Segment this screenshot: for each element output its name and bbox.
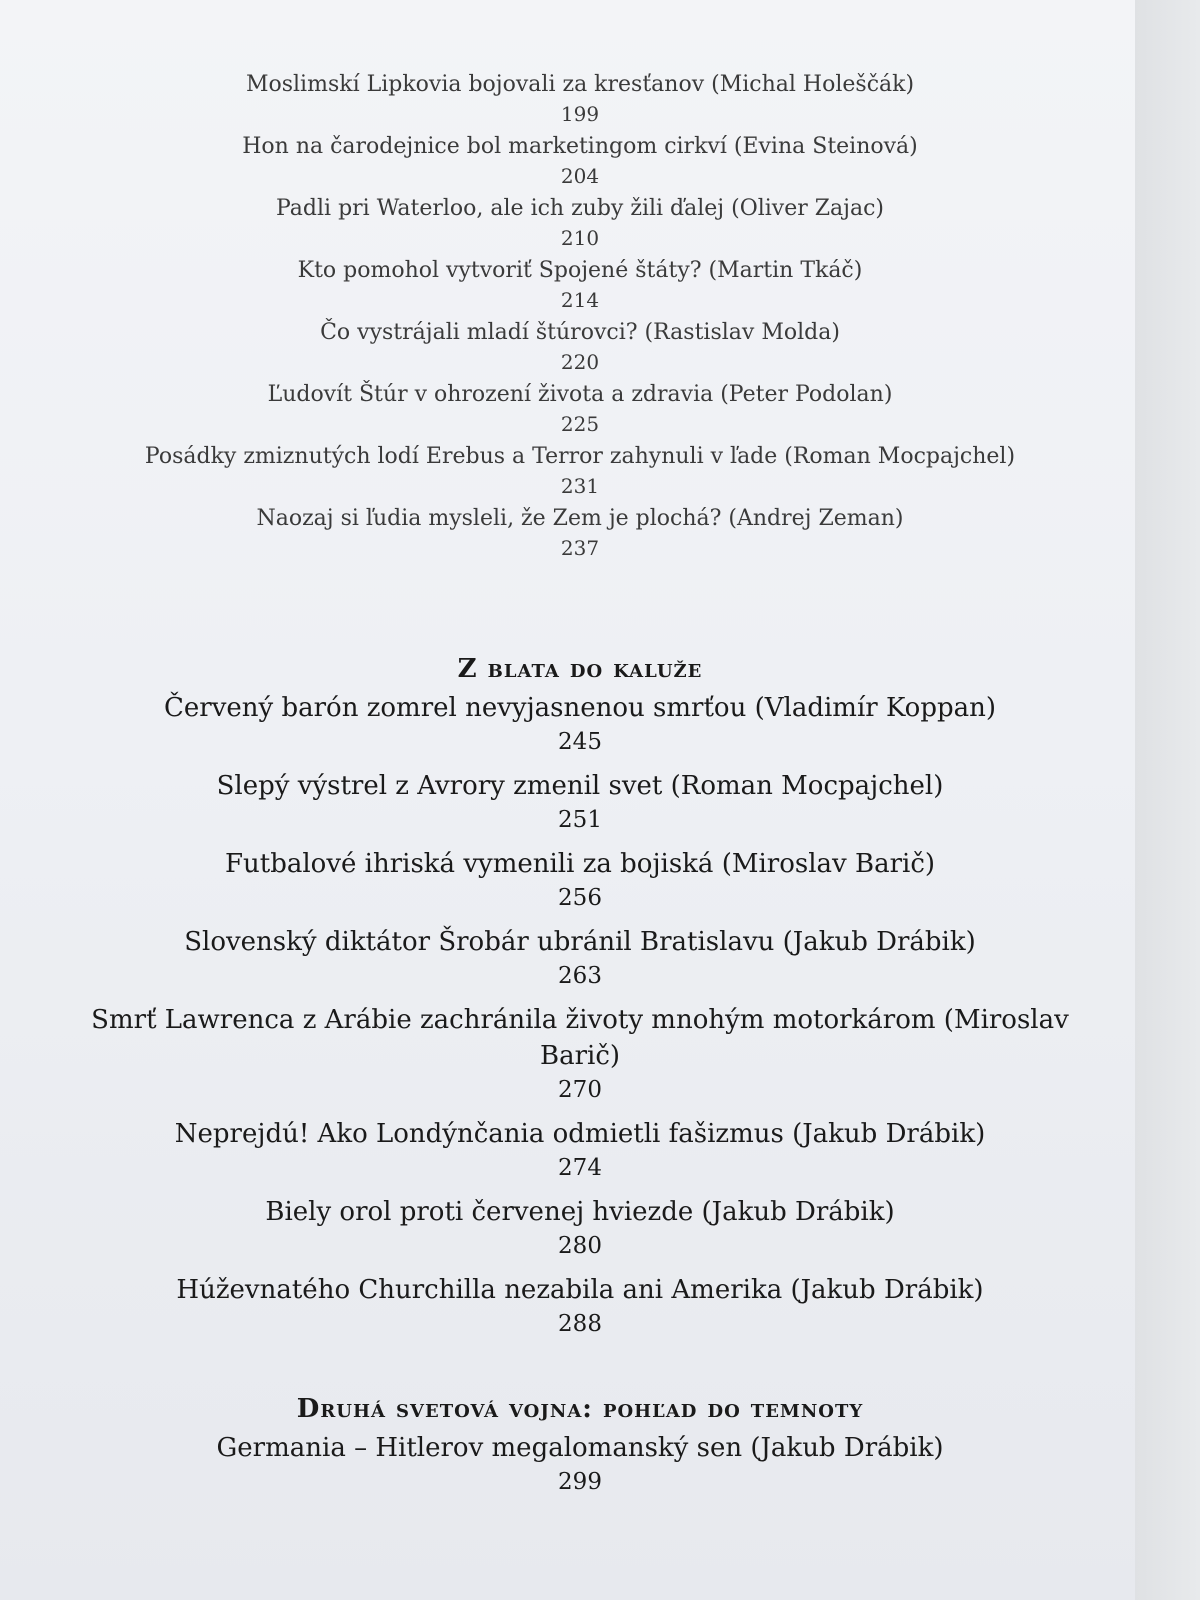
toc-entry — [80, 380, 1080, 438]
entry-title: Čo vystrájali mladí štúrovci? (Rastislav Molda) — [320, 320, 840, 345]
page-edge — [1135, 0, 1200, 1600]
toc-entry — [80, 1194, 1080, 1262]
entry-page-number: 263 — [558, 963, 602, 989]
toc-entry — [80, 1272, 1080, 1340]
toc-entry — [80, 70, 1080, 128]
toc-section-1 — [80, 70, 1080, 566]
entry-page-number: 280 — [558, 1233, 602, 1259]
entry-page-number: 210 — [560, 226, 600, 250]
entry-title: Hon na čarodejnice bol marketingom cirkví (Evina Steinová) — [242, 134, 918, 159]
entry-title: Ľudovít Štúr v ohrození života a zdravia (Peter Podolan) — [267, 382, 893, 407]
entry-title: Kto pomohol vytvoriť Spojené štáty? (Martin Tkáč) — [297, 258, 863, 283]
toc-entry — [80, 846, 1080, 914]
entry-page-number: 299 — [558, 1469, 602, 1495]
entry-title: Naozaj si ľudia mysleli, že Zem je plochá? (Andrej Zeman) — [256, 506, 904, 531]
toc-entry — [80, 1116, 1080, 1184]
entry-title: Červený barón zomrel nevyjasnenou smrťou (Vladimír Koppan) — [163, 693, 997, 723]
entry-title: Posádky zmiznutých lodí Erebus a Terror zahynuli v ľade (Roman Mocpajchel) — [144, 444, 1016, 469]
entry-page-number: 220 — [560, 350, 600, 374]
toc-entry — [80, 318, 1080, 376]
entry-title: Húževnatého Churchilla nezabila ani Amerika (Jakub Drábik) — [176, 1275, 984, 1305]
entry-page-number: 251 — [558, 807, 602, 833]
entry-title: Moslimskí Lipkovia bojovali za kresťanov (Michal Holeščák) — [245, 72, 915, 97]
entry-page-number: 214 — [560, 288, 600, 312]
entry-page-number: 204 — [560, 164, 600, 188]
toc-entry — [80, 768, 1080, 836]
entry-page-number: 231 — [560, 474, 600, 498]
toc-entry — [80, 504, 1080, 562]
entry-page-number: 256 — [558, 885, 602, 911]
entry-page-number: 288 — [558, 1311, 602, 1337]
toc-entry — [80, 924, 1080, 992]
toc-section-3 — [80, 1392, 1080, 1508]
entry-page-number: 199 — [560, 102, 600, 126]
toc-entry — [80, 132, 1080, 190]
entry-title: Futbalové ihriská vymenili za bojiská (Miroslav Barič) — [224, 849, 936, 879]
entry-title: Smrť Lawrenca z Arábie zachránila životy mnohým motorkárom (Miroslav Barič) — [91, 1005, 1069, 1071]
toc-entry — [80, 1430, 1080, 1498]
toc-entry — [80, 194, 1080, 252]
entry-title: Germania – Hitlerov megalomanský sen (Jakub Drábik) — [216, 1433, 944, 1463]
entry-page-number: 270 — [558, 1077, 602, 1103]
entry-page-number: 274 — [558, 1155, 602, 1181]
section-heading: Druhá svetová vojna: pohľad do temnoty — [296, 1394, 864, 1424]
entry-title: Biely orol proti červenej hviezde (Jakub Drábik) — [265, 1197, 895, 1227]
toc-entry — [80, 256, 1080, 314]
toc-section-2 — [80, 652, 1080, 1350]
entry-title: Neprejdú! Ako Londýnčania odmietli fašizmus (Jakub Drábik) — [174, 1119, 986, 1149]
section-heading: Z blata do kaluže — [457, 654, 703, 684]
entry-page-number: 237 — [560, 536, 600, 560]
entry-title: Slovenský diktátor Šrobár ubránil Bratislavu (Jakub Drábik) — [184, 927, 976, 957]
toc-entry — [80, 442, 1080, 500]
toc-entry — [80, 690, 1080, 758]
entry-title: Slepý výstrel z Avrory zmenil svet (Roman Mocpajchel) — [216, 771, 944, 801]
entry-page-number: 225 — [560, 412, 600, 436]
entry-title: Padli pri Waterloo, ale ich zuby žili ďalej (Oliver Zajac) — [275, 196, 885, 221]
toc-entry — [80, 1002, 1080, 1106]
entry-page-number: 245 — [558, 729, 602, 755]
